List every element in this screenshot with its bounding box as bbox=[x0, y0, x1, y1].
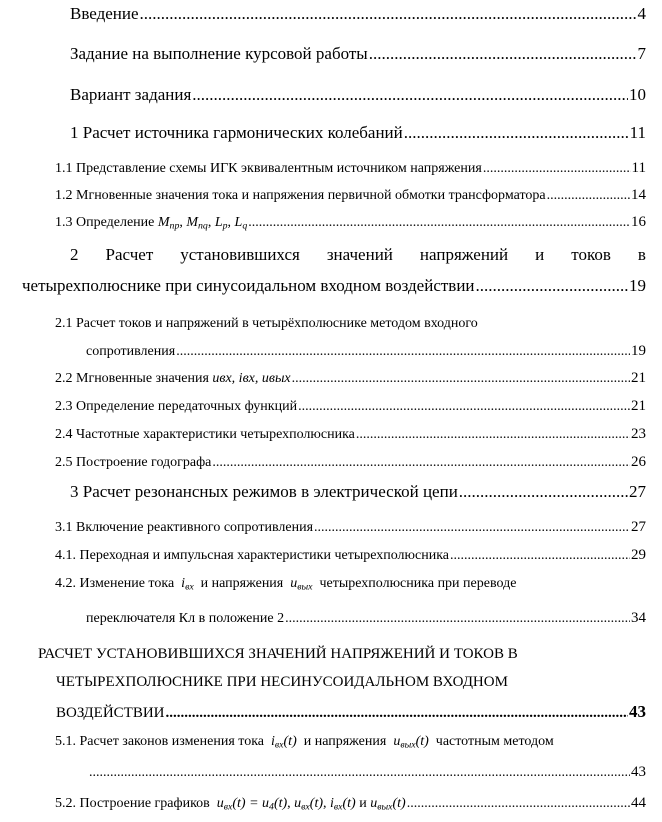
toc-leader bbox=[407, 796, 630, 812]
toc-entry-1-3[interactable] bbox=[55, 214, 646, 231]
toc-label: 3.1 Включение реактивного сопротивления bbox=[55, 520, 314, 535]
toc-entry-2-5[interactable] bbox=[55, 454, 646, 471]
word: значений bbox=[326, 245, 393, 264]
toc-page: 44 bbox=[631, 795, 646, 811]
toc-entry-2-1-line2[interactable] bbox=[86, 343, 646, 360]
toc-entry-1-1[interactable] bbox=[55, 160, 646, 177]
toc-label: Задание на выполнение курсовой работы bbox=[70, 44, 368, 63]
word: в bbox=[637, 245, 646, 264]
toc-entry-2-4[interactable] bbox=[55, 426, 646, 443]
toc-leader bbox=[314, 520, 630, 536]
toc-entry-2-3[interactable] bbox=[55, 398, 646, 415]
toc-label: 1.1 Представление схемы ИГК эквивалентным источником напряжения bbox=[55, 161, 482, 176]
toc-entry-5-1-line2[interactable] bbox=[88, 764, 646, 781]
toc-leader bbox=[450, 548, 630, 564]
current-symbol: $i_{вх}$ bbox=[181, 576, 194, 593]
toc-entry-variant[interactable] bbox=[70, 85, 646, 105]
word: токов bbox=[571, 245, 611, 264]
toc-page: 43 bbox=[631, 764, 646, 780]
toc-entry-5-2[interactable] bbox=[55, 795, 646, 812]
toc-entry-5-1-line1[interactable]: 5.1. Расчет законов изменения тока $i_{вх}(t)$ и напряжения $u_{вых}(t)$ частотным методом bbox=[55, 734, 554, 751]
toc-leader bbox=[298, 399, 630, 415]
toc-label: 3 Расчет резонансных режимов в электрической цепи bbox=[70, 482, 458, 501]
toc-leader bbox=[292, 371, 630, 387]
toc-entry-1-2[interactable] bbox=[55, 187, 646, 204]
toc-leader bbox=[369, 44, 637, 64]
toc-label: сопротивления bbox=[86, 344, 176, 359]
toc-label: ВОЗДЕЙСТВИИ bbox=[56, 705, 165, 721]
toc-page: 14 bbox=[631, 187, 646, 203]
toc-leader bbox=[192, 85, 628, 105]
symbol-l-q: $L_q$ bbox=[234, 215, 248, 232]
toc-entry-section-5-line3[interactable] bbox=[56, 702, 646, 722]
toc-entry-4-2-line1[interactable]: 4.2. Изменение тока $i_{вх}$ и напряжения $u_{вых}$ четырехполюсника при переводе bbox=[55, 576, 517, 593]
toc-label: 1.3 Определение $M_{пр}$, $M_{пq}$, $L_p$, $L_q$ bbox=[55, 215, 248, 232]
toc-label: переключателя Кл в положение 2 bbox=[86, 611, 285, 626]
variables-symbols: uвх, iвх, uвых bbox=[212, 371, 291, 386]
toc-page: 21 bbox=[631, 370, 646, 386]
toc-leader bbox=[176, 344, 630, 360]
toc-leader bbox=[140, 4, 637, 24]
toc-leader bbox=[483, 161, 631, 177]
toc-entry-section-5-line2[interactable]: ЧЕТЫРЕХПОЛЮСНИКЕ ПРИ НЕСИНУСОИДАЛЬНОМ ВХОДНОМ bbox=[56, 674, 508, 690]
toc-entry-section-1[interactable] bbox=[70, 123, 646, 143]
toc-entry-section-3[interactable] bbox=[70, 482, 646, 502]
toc-page: 11 bbox=[631, 160, 646, 176]
toc-page: 19 bbox=[631, 343, 646, 359]
toc-entry-2-1-line1[interactable]: 2.1 Расчет токов и напряжений в четырёхполюснике методом входного bbox=[55, 316, 478, 331]
toc-page: 16 bbox=[631, 214, 646, 230]
toc-label: Введение bbox=[70, 4, 139, 23]
toc-entry-4-2-line2[interactable] bbox=[86, 610, 646, 627]
toc-page: 7 bbox=[637, 44, 646, 63]
toc-label: четырехполюснике при синусоидальном входном воздействии bbox=[22, 276, 475, 295]
toc-leader bbox=[248, 215, 630, 231]
word: и bbox=[535, 245, 545, 264]
toc-page: 11 bbox=[629, 123, 646, 142]
word: установившихся bbox=[180, 245, 300, 264]
toc-entry-3-1[interactable] bbox=[55, 519, 646, 536]
toc-entry-intro[interactable] bbox=[70, 4, 646, 24]
word: 2 bbox=[70, 245, 79, 264]
symbol-m-pq: $M_{пq}$ bbox=[186, 215, 208, 232]
toc-leader bbox=[459, 482, 628, 502]
toc-page: 10 bbox=[629, 85, 646, 104]
toc-page: 19 bbox=[629, 276, 646, 295]
toc-leader bbox=[285, 611, 630, 627]
formula-u-out: $u_{вых}(t)$ bbox=[370, 796, 406, 813]
toc-page: 4 bbox=[637, 4, 646, 23]
toc-page: 34 bbox=[631, 610, 646, 626]
toc-entry-assignment[interactable] bbox=[70, 44, 646, 64]
toc-label: 1 Расчет источника гармонических колебаний bbox=[70, 123, 403, 142]
toc-leader bbox=[476, 276, 628, 296]
toc-label: 5.2. Построение графиков $u_{вх}(t) = u_4(t)$, $u_{вх}(t)$, $i_{вх}(t)$ и $u_{вых}(t)$ bbox=[55, 796, 406, 813]
toc-entry-2-2[interactable] bbox=[55, 370, 646, 387]
symbol-m-pr: $M_{пр}$ bbox=[157, 215, 180, 232]
toc-leader bbox=[356, 427, 630, 443]
toc-page: 21 bbox=[631, 398, 646, 414]
toc-label: 2.2 Мгновенные значения uвх, iвх, uвых bbox=[55, 371, 291, 386]
current-function: $i_{вх}(t)$ bbox=[271, 734, 297, 751]
toc-page: 27 bbox=[629, 482, 646, 501]
toc-leader bbox=[404, 123, 629, 143]
toc-label: Вариант задания bbox=[70, 85, 192, 104]
word: Расчет bbox=[105, 245, 154, 264]
toc-entry-section-2-line1[interactable] bbox=[70, 245, 646, 265]
toc-leader bbox=[166, 705, 628, 722]
symbol-l-p: $L_p$ bbox=[214, 215, 228, 232]
toc-leader bbox=[89, 765, 630, 781]
formula-u-in-equals-u4: $u_{вх}(t) = u_4(t)$ bbox=[216, 796, 288, 813]
voltage-function: $u_{вых}(t)$ bbox=[393, 734, 429, 751]
toc-label: 2.3 Определение передаточных функций bbox=[55, 399, 298, 414]
toc-page: 29 bbox=[631, 547, 646, 563]
word: напряжений bbox=[419, 245, 509, 264]
toc-leader bbox=[547, 188, 630, 204]
toc-page: 27 bbox=[631, 519, 646, 535]
formula-i-in: $i_{вх}(t)$ bbox=[330, 796, 356, 813]
toc-entry-section-2-line2[interactable] bbox=[22, 276, 646, 296]
voltage-symbol: $u_{вых}$ bbox=[290, 576, 313, 593]
toc-label: 1.2 Мгновенные значения тока и напряжения первичной обмотки трансформатора bbox=[55, 188, 546, 203]
toc-leader bbox=[212, 455, 630, 471]
toc-label: 2.4 Частотные характеристики четырехполюсника bbox=[55, 427, 355, 442]
toc-page: 23 bbox=[631, 426, 646, 442]
toc-page: 43 bbox=[629, 702, 646, 721]
toc-page: 26 bbox=[631, 454, 646, 470]
formula-u-in: $u_{вх}(t)$ bbox=[294, 796, 323, 813]
toc-entry-4-1[interactable] bbox=[55, 547, 646, 564]
toc-entry-section-5-line1[interactable]: РАСЧЕТ УСТАНОВИВШИХСЯ ЗНАЧЕНИЙ НАПРЯЖЕНИЙ И ТОКОВ В bbox=[38, 646, 518, 662]
toc-label: 2.5 Построение годографа bbox=[55, 455, 212, 470]
toc-label: 4.1. Переходная и импульсная характеристики четырехполюсника bbox=[55, 548, 450, 563]
